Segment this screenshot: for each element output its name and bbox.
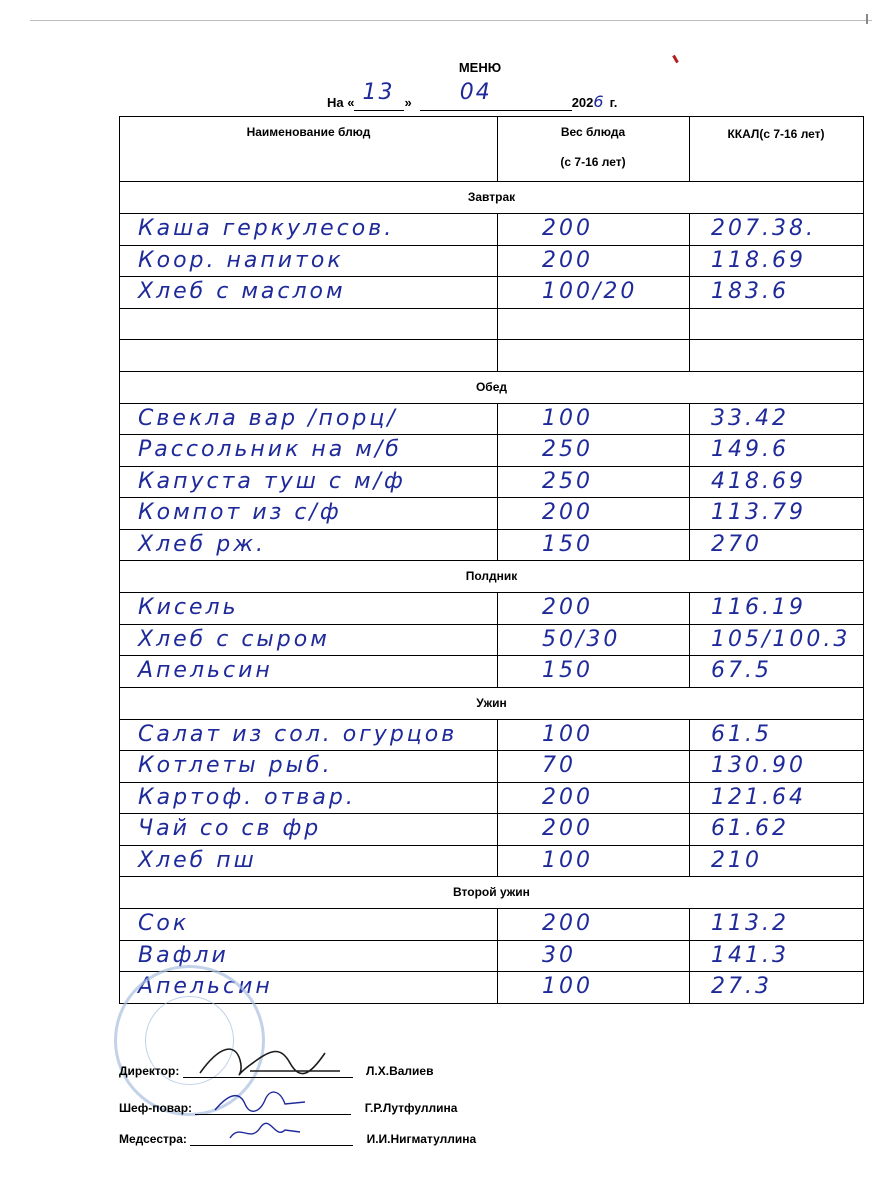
dish-kcal: 118.69 <box>711 247 806 273</box>
dish-name: Вафли <box>138 942 229 968</box>
dish-kcal-cell <box>689 404 863 435</box>
dish-kcal: 207.38. <box>711 216 816 241</box>
dish-name-cell <box>120 340 498 371</box>
dish-kcal: 121.64 <box>711 784 806 810</box>
dish-name-cell <box>120 277 498 308</box>
header-kcal: ККАЛ(с 7-16 лет) <box>727 127 825 141</box>
dish-weight-cell <box>497 467 690 498</box>
dish-weight: 100 <box>542 721 593 747</box>
dish-name: Хлеб рж. <box>138 531 267 557</box>
dish-name: Хлеб с маслом <box>138 279 346 304</box>
dish-kcal: 141.3 <box>711 942 789 968</box>
table-row <box>120 814 863 846</box>
corner-mark <box>866 14 868 24</box>
dish-weight: 200 <box>542 216 593 241</box>
dish-kcal: 67.5 <box>711 658 772 683</box>
dish-kcal-cell <box>689 783 863 814</box>
dish-kcal-cell <box>689 656 863 687</box>
date-suffix: г. <box>609 95 618 110</box>
dish-weight-cell <box>497 435 690 466</box>
nurse-label: Медсестра: <box>119 1132 187 1146</box>
director-signature <box>190 1035 350 1085</box>
date-month-field <box>420 80 572 111</box>
dish-weight: 200 <box>542 500 593 525</box>
director-label: Директор: <box>119 1064 180 1078</box>
table-row <box>120 498 863 530</box>
dish-kcal: 149.6 <box>711 437 789 462</box>
table-row <box>120 467 863 499</box>
table-row <box>120 309 863 341</box>
dish-kcal: 418.69 <box>711 468 806 494</box>
dish-kcal-cell <box>689 814 863 845</box>
dish-name: Капуста туш с м/ф <box>138 468 406 494</box>
dish-kcal: 105/100.3 <box>711 626 851 652</box>
table-row <box>120 941 863 973</box>
date-prefix: На « <box>327 95 355 110</box>
header-cell-weight <box>497 117 690 181</box>
dish-name-cell <box>120 530 498 561</box>
dish-weight-cell <box>497 498 690 529</box>
dish-weight: 50/30 <box>542 626 621 652</box>
dish-weight: 100 <box>542 405 593 431</box>
nurse-signature <box>225 1118 305 1148</box>
table-header-row <box>120 117 863 182</box>
dish-weight: 200 <box>542 911 593 936</box>
dish-name: Картоф. отвар. <box>138 784 356 810</box>
page-title: МЕНЮ <box>458 60 502 75</box>
dish-weight: 150 <box>542 531 593 557</box>
date-year-digit: 6 <box>593 92 606 111</box>
dish-kcal: 210 <box>711 847 762 873</box>
dish-kcal-cell <box>689 909 863 940</box>
dish-name-cell <box>120 814 498 845</box>
dish-weight-cell <box>497 277 690 308</box>
dish-weight-cell <box>497 972 690 1003</box>
dish-name: Рассольник на м/б <box>138 437 402 462</box>
section-heading: Ужин <box>120 688 863 720</box>
dish-weight-cell <box>497 593 690 624</box>
table-row <box>120 909 863 941</box>
dish-weight-cell <box>497 846 690 877</box>
dish-name: Коор. напиток <box>138 247 344 273</box>
dish-kcal-cell <box>689 530 863 561</box>
header-cell-kcal <box>689 117 863 181</box>
dish-kcal: 33.42 <box>711 405 789 431</box>
dish-kcal-cell <box>689 941 863 972</box>
dish-name-cell <box>120 783 498 814</box>
dish-name: Хлеб пш <box>138 847 257 873</box>
dish-name-cell <box>120 498 498 529</box>
director-name: Л.Х.Валиев <box>366 1064 434 1078</box>
dish-name-cell <box>120 751 498 782</box>
dish-name: Компот из с/ф <box>138 500 342 525</box>
dish-weight: 30 <box>542 942 576 968</box>
date-day-field <box>354 80 404 111</box>
header-weight-line1: Вес блюда <box>560 125 626 139</box>
dish-weight-cell <box>497 309 690 340</box>
dish-name-cell <box>120 435 498 466</box>
dish-name-cell <box>120 846 498 877</box>
table-row <box>120 246 863 278</box>
dish-kcal-cell <box>689 467 863 498</box>
dish-kcal: 116.19 <box>711 595 806 620</box>
dish-kcal: 183.6 <box>711 279 789 304</box>
dish-kcal: 27.3 <box>711 974 772 999</box>
dish-name-cell <box>120 625 498 656</box>
dish-weight-cell <box>497 814 690 845</box>
dish-kcal-cell <box>689 340 863 371</box>
dish-kcal-cell <box>689 593 863 624</box>
date-mid: » <box>404 95 412 110</box>
dish-name-cell <box>120 309 498 340</box>
menu-table <box>119 116 864 1004</box>
dish-name: Чай со св фр <box>138 816 322 841</box>
dish-weight: 250 <box>542 437 593 462</box>
dish-weight: 100 <box>542 847 593 873</box>
dish-weight-cell <box>497 625 690 656</box>
dish-weight: 200 <box>542 595 593 620</box>
header-name: Наименование блюд <box>246 125 371 139</box>
table-row <box>120 593 863 625</box>
dish-weight-cell <box>497 530 690 561</box>
dish-kcal: 270 <box>711 531 762 557</box>
dish-weight-cell <box>497 720 690 751</box>
dish-kcal-cell <box>689 435 863 466</box>
table-row <box>120 656 863 688</box>
dish-weight-cell <box>497 340 690 371</box>
dish-kcal: 113.79 <box>711 500 806 525</box>
dish-weight-cell <box>497 404 690 435</box>
dish-weight: 100 <box>542 974 593 999</box>
dish-kcal-cell <box>689 246 863 277</box>
dish-kcal-cell <box>689 751 863 782</box>
dish-kcal: 130.90 <box>711 753 806 778</box>
dish-name: Свекла вар /порц/ <box>138 405 398 431</box>
table-row <box>120 435 863 467</box>
date-day: 13 <box>362 80 395 105</box>
table-row <box>120 214 863 246</box>
dish-kcal: 61.62 <box>711 816 789 841</box>
dish-weight: 70 <box>542 753 576 778</box>
dish-weight: 200 <box>542 247 593 273</box>
chef-label: Шеф-повар: <box>119 1101 193 1115</box>
dish-name-cell <box>120 467 498 498</box>
table-row <box>120 404 863 436</box>
dish-name: Апельсин <box>138 658 273 683</box>
dish-kcal-cell <box>689 498 863 529</box>
dish-weight: 250 <box>542 468 593 494</box>
dish-weight: 150 <box>542 658 593 683</box>
header-cell-name <box>120 117 498 181</box>
dish-weight: 100/20 <box>542 279 638 304</box>
section-heading: Завтрак <box>120 182 863 214</box>
dish-kcal: 113.2 <box>711 911 789 936</box>
chef-name: Г.Р.Лутфуллина <box>364 1101 458 1115</box>
chef-signature <box>210 1082 310 1122</box>
section-heading: Второй ужин <box>120 877 863 909</box>
dish-weight-cell <box>497 941 690 972</box>
dish-weight-cell <box>497 909 690 940</box>
dish-name: Салат из сол. огурцов <box>138 721 458 747</box>
dish-name-cell <box>120 909 498 940</box>
table-row <box>120 625 863 657</box>
dish-name: Каша геркулесов. <box>138 216 395 241</box>
dish-name-cell <box>120 656 498 687</box>
dish-weight-cell <box>497 656 690 687</box>
dish-kcal-cell <box>689 625 863 656</box>
dish-name-cell <box>120 593 498 624</box>
dish-weight-cell <box>497 783 690 814</box>
dish-kcal-cell <box>689 720 863 751</box>
table-row <box>120 783 863 815</box>
date-month: 04 <box>459 80 492 105</box>
dish-name-cell <box>120 404 498 435</box>
section-heading: Обед <box>120 372 863 404</box>
dish-name-cell <box>120 720 498 751</box>
date-line <box>327 80 618 111</box>
dish-weight-cell <box>497 214 690 245</box>
table-row <box>120 846 863 878</box>
dish-name-cell <box>120 246 498 277</box>
dish-weight: 200 <box>542 784 593 810</box>
dish-weight-cell <box>497 246 690 277</box>
nurse-name: И.И.Нигматуллина <box>366 1132 477 1146</box>
table-row <box>120 720 863 752</box>
dish-kcal: 61.5 <box>711 721 772 747</box>
dish-kcal-cell <box>689 214 863 245</box>
page-top-rule <box>30 20 872 21</box>
dish-name: Апельсин <box>138 974 273 999</box>
dish-kcal-cell <box>689 972 863 1003</box>
section-heading: Полдник <box>120 561 863 593</box>
header-weight-line2: (с 7-16 лет) <box>560 155 626 169</box>
table-row <box>120 751 863 783</box>
date-year-prefix: 202 <box>571 95 594 110</box>
table-row <box>120 340 863 372</box>
table-row <box>120 530 863 562</box>
dish-name: Котлеты рыб. <box>138 753 333 778</box>
dish-name: Хлеб с сыром <box>138 626 330 652</box>
dish-kcal-cell <box>689 277 863 308</box>
dish-name-cell <box>120 214 498 245</box>
dish-name: Сок <box>138 911 190 936</box>
dish-weight-cell <box>497 751 690 782</box>
dish-kcal-cell <box>689 309 863 340</box>
dish-name: Кисель <box>138 595 239 620</box>
dish-kcal-cell <box>689 846 863 877</box>
dish-weight: 200 <box>542 816 593 841</box>
table-row <box>120 277 863 309</box>
